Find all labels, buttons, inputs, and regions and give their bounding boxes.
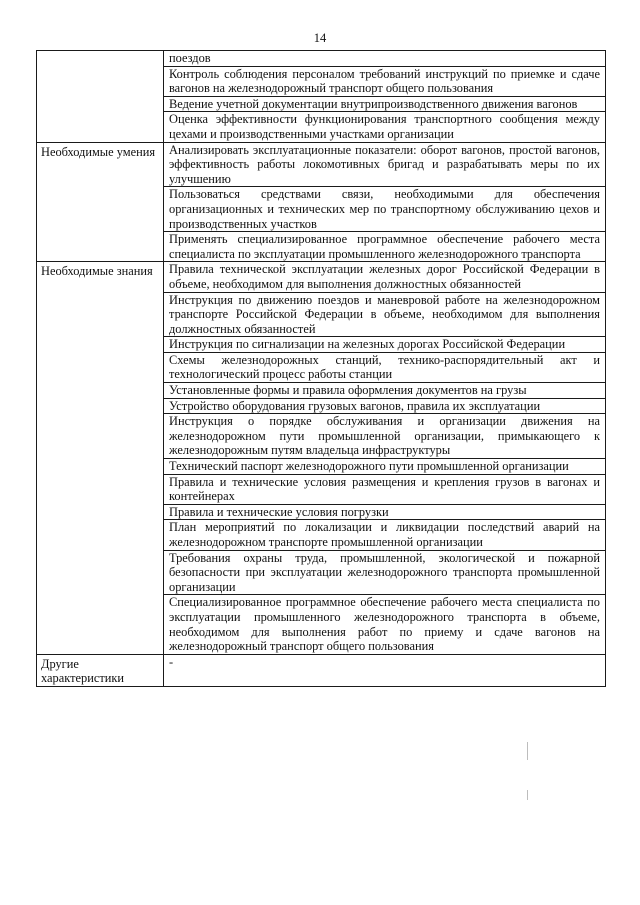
requirement-cell: Пользоваться средствами связи, необходимыми для обеспечения организационных и технических мер по транспортному обслуживанию цехов и производственных участков bbox=[164, 187, 606, 232]
requirement-cell: Требования охраны труда, промышленной, экологической и пожарной безопасности при эксплуатации железнодорожного транспорта промышленной организации bbox=[164, 550, 606, 595]
table-row bbox=[37, 262, 606, 292]
requirement-cell: Устройство оборудования грузовых вагонов, правила их эксплуатации bbox=[164, 398, 606, 414]
requirement-cell: Схемы железнодорожных станций, технико-распорядительный акт и технологический процесс работы станции bbox=[164, 352, 606, 382]
section-label: Другие характеристики bbox=[37, 654, 164, 686]
table-row bbox=[37, 51, 606, 67]
competency-table-body bbox=[37, 51, 606, 687]
requirement-cell: Инструкция по движению поездов и маневровой работе на железнодорожном транспорте Российской Федерации в объеме, необходимом для выполнения должностных обязанностей bbox=[164, 292, 606, 337]
requirement-cell: Установленные формы и правила оформления документов на грузы bbox=[164, 383, 606, 399]
requirement-cell: - bbox=[164, 654, 606, 686]
scan-artifact bbox=[527, 790, 528, 800]
requirement-cell: План мероприятий по локализации и ликвидации последствий аварий на железнодорожном транспорте промышленной организации bbox=[164, 520, 606, 550]
requirement-cell: Инструкция по сигнализации на железных дорогах Российской Федерации bbox=[164, 337, 606, 353]
requirement-cell: Контроль соблюдения персоналом требований инструкций по приемке и сдаче вагонов на железнодорожный транспорт общего пользования bbox=[164, 66, 606, 96]
requirement-cell: Инструкция о порядке обслуживания и организации движения на железнодорожном пути промышленной организации, примыкающего к железнодорожным путям владельца инфраструктуры bbox=[164, 414, 606, 459]
requirement-cell: Правила и технические условия погрузки bbox=[164, 504, 606, 520]
requirement-cell: Применять специализированное программное обеспечение рабочего места специалиста по эксплуатации промышленного железнодорожного транспорта bbox=[164, 232, 606, 262]
requirement-cell: Ведение учетной документации внутрипроизводственного движения вагонов bbox=[164, 96, 606, 112]
requirement-cell: Технический паспорт железнодорожного пути промышленной организации bbox=[164, 459, 606, 475]
requirement-cell: Оценка эффективности функционирования транспортного сообщения между цехами и производственными участками организации bbox=[164, 112, 606, 142]
section-label: Необходимые знания bbox=[37, 262, 164, 654]
requirement-cell: Правила и технические условия размещения и крепления грузов в вагонах и контейнерах bbox=[164, 474, 606, 504]
requirement-cell: Специализированное программное обеспечение рабочего места специалиста по эксплуатации промышленного железнодорожного транспорта в объеме, необходимом для выполнения работ по приему и сдаче вагонов на железнодорожный транспорт общего пользования bbox=[164, 595, 606, 654]
table-row bbox=[37, 654, 606, 686]
requirement-cell: поездов bbox=[164, 51, 606, 67]
section-label bbox=[37, 51, 164, 143]
requirement-cell: Анализировать эксплуатационные показатели: оборот вагонов, простой вагонов, эффективность работы локомотивных бригад и разрабатывать меры по их улучшению bbox=[164, 142, 606, 187]
scan-artifact bbox=[527, 742, 528, 760]
section-label: Необходимые умения bbox=[37, 142, 164, 262]
requirement-cell: Правила технической эксплуатации железных дорог Российской Федерации в объеме, необходимом для выполнения должностных обязанностей bbox=[164, 262, 606, 292]
table-row bbox=[37, 142, 606, 187]
competency-table bbox=[36, 50, 606, 687]
page-number: 14 bbox=[313, 31, 327, 45]
